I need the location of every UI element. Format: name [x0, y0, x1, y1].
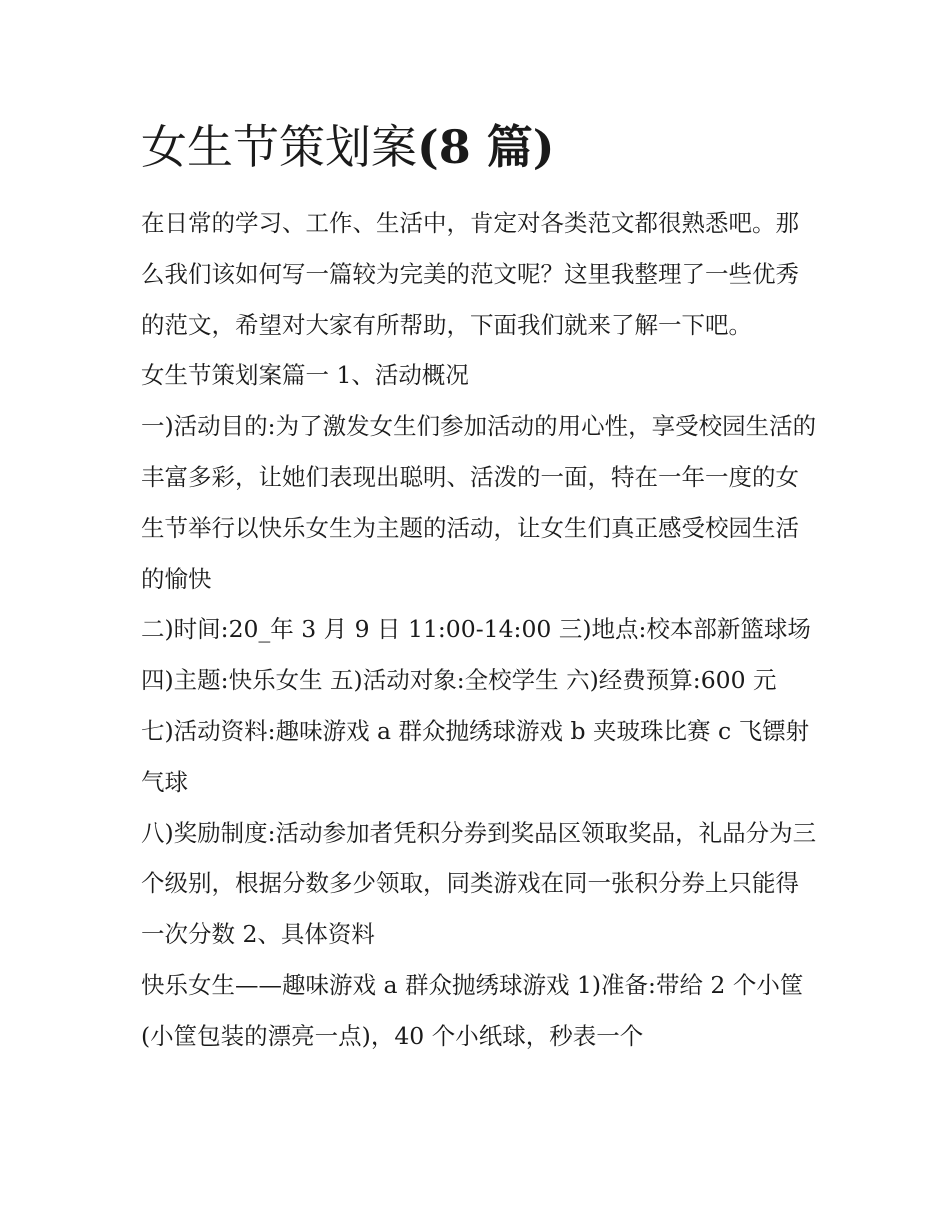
paragraph-activity-purpose: 一)活动目的:为了激发女生们参加活动的用心性，享受校园生活的丰富多彩，让她们表现出聪明、活泼的一面，特在一年一度的女生节举行以快乐女生为主题的活动，让女生们真正感受校园生活的愉快 [141, 412, 817, 593]
paragraph-activity-content: 七)活动资料:趣味游戏 a 群众抛绣球游戏 b 夹玻珠比赛 c 飞镖射气球 [141, 716, 810, 796]
paragraph-section-heading: 女生节策划案篇一 1、活动概况 [141, 361, 469, 390]
paragraph-reward-system: 八)奖励制度:活动参加者凭积分券到奖品区领取奖品，礼品分为三个级别，根据分数多少领取，同类游戏在同一张积分券上只能得一次分数 2、具体资料 [141, 818, 817, 949]
paragraph-theme-budget: 四)主题:快乐女生 五)活动对象:全校学生 六)经费预算:600 元 [141, 666, 777, 695]
paragraph-time-location: 二)时间:20_年 3 月 9 日 11:00-14:00 三)地点:校本部新篮球场 [141, 615, 811, 644]
document-title [141, 112, 821, 182]
paragraph-game-preparation: 快乐女生——趣味游戏 a 群众抛绣球游戏 1)准备:带给 2 个小筐(小筐包装的漂亮一点)，40 个小纸球，秒表一个 [141, 970, 804, 1050]
document-title-suffix: (8 篇) [417, 120, 555, 174]
document-title-main: 女生节策划案 [141, 120, 417, 174]
paragraph-intro: 在日常的学习、工作、生活中，肯定对各类范文都很熟悉吧。那么我们该如何写一篇较为完美的范文呢？这里我整理了一些优秀的范文，希望对大家有所帮助，下面我们就来了解一下吧。 [141, 209, 799, 339]
document-page [141, 112, 821, 1062]
